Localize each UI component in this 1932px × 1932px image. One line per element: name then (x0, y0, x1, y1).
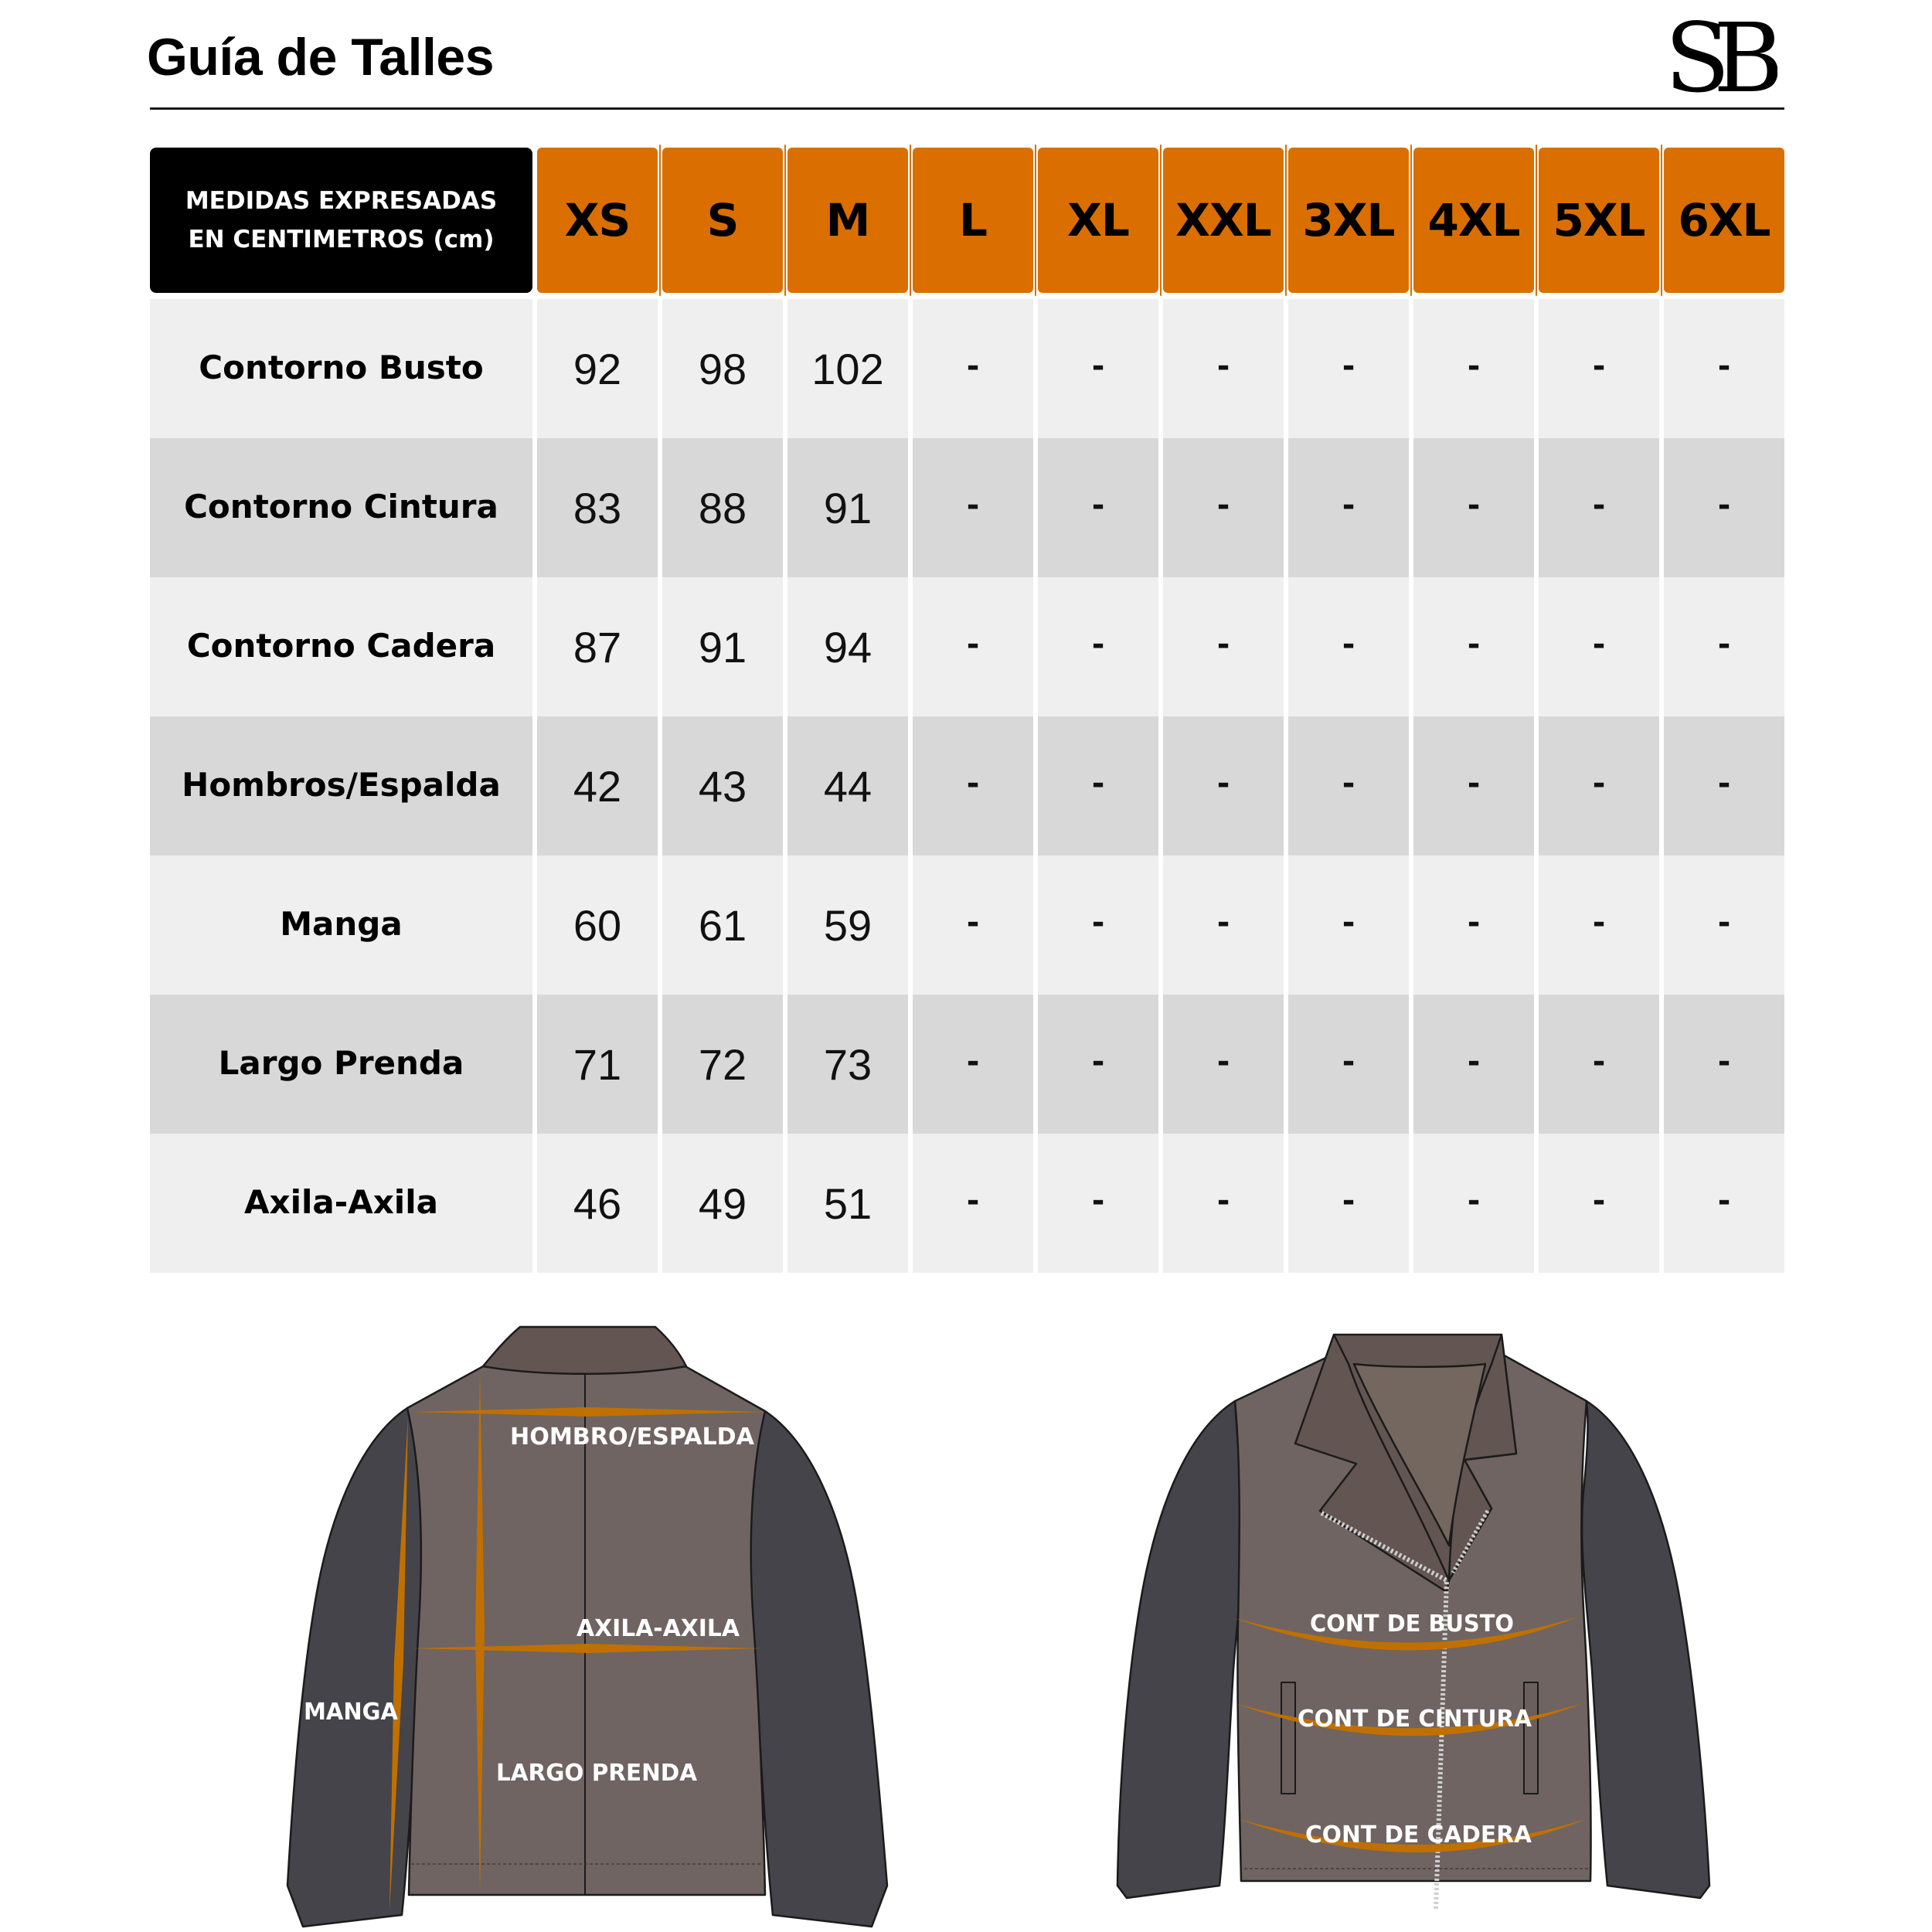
table-cell-m: 44 (787, 716, 908, 855)
table-cell-l: - (913, 995, 1033, 1134)
table-cell-m: 91 (787, 438, 908, 577)
table-cell-m: 51 (787, 1134, 908, 1273)
table-cell-xl: - (1038, 438, 1158, 577)
table-cell-xxl: - (1163, 438, 1284, 577)
size-header-3xl: 3XL (1288, 148, 1409, 293)
label-cont-busto: CONT DE BUSTO (1310, 1611, 1514, 1638)
table-cell-s: 49 (662, 1134, 783, 1273)
label-cont-cintura: CONT DE CINTURA (1298, 1706, 1532, 1733)
table-cell-s: 72 (662, 995, 783, 1134)
table-cell-3xl: - (1288, 716, 1409, 855)
table-cell-xl: - (1038, 716, 1158, 855)
table-cell-xs: 71 (537, 995, 658, 1134)
table-cell-6xl: - (1664, 299, 1784, 438)
table-cell-xxl: - (1163, 1134, 1284, 1273)
size-header-xxl: XXL (1163, 148, 1284, 293)
table-cell-xl: - (1038, 299, 1158, 438)
table-cell-m: 102 (787, 299, 908, 438)
table-cell-xxl: - (1163, 299, 1284, 438)
table-cell-6xl: - (1664, 438, 1784, 577)
table-cell-xl: - (1038, 1134, 1158, 1273)
size-header-5xl: 5XL (1539, 148, 1659, 293)
table-cell-xs: 60 (537, 855, 658, 995)
table-cell-5xl: - (1539, 1134, 1659, 1273)
table-cell-xxl: - (1163, 855, 1284, 995)
table-cell-m: 94 (787, 577, 908, 716)
page-title: Guía de Talles (147, 28, 495, 87)
label-cont-cadera: CONT DE CADERA (1305, 1821, 1532, 1849)
table-cell-6xl: - (1664, 716, 1784, 855)
table-cell-xxl: - (1163, 995, 1284, 1134)
table-cell-xl: - (1038, 855, 1158, 995)
table-cell-xl: - (1038, 995, 1158, 1134)
label-axila-axila: AXILA-AXILA (577, 1615, 740, 1642)
label-manga: MANGA (304, 1699, 399, 1726)
table-cell-6xl: - (1664, 577, 1784, 716)
table-cell-m: 73 (787, 995, 908, 1134)
table-cell-l: - (913, 1134, 1033, 1273)
table-cell-s: 98 (662, 299, 783, 438)
back-right-sleeve (746, 1411, 887, 1927)
size-header-6xl: 6XL (1664, 148, 1784, 293)
table-cell-s: 91 (662, 577, 783, 716)
left-pocket (1281, 1682, 1295, 1794)
row-label: Axila-Axila (150, 1134, 532, 1273)
table-cell-6xl: - (1664, 1134, 1784, 1273)
back-left-sleeve (287, 1408, 429, 1927)
table-cell-s: 43 (662, 716, 783, 855)
front-left-sleeve (1117, 1401, 1243, 1898)
size-header-m: M (787, 148, 908, 293)
table-cell-6xl: - (1664, 995, 1784, 1134)
size-header-s: S (662, 148, 783, 293)
units-header-line-2: EN CENTIMETROS (cm) (188, 226, 495, 253)
label-largo-prenda: LARGO PRENDA (496, 1760, 698, 1787)
table-cell-3xl: - (1288, 299, 1409, 438)
table-cell-xs: 42 (537, 716, 658, 855)
table-cell-l: - (913, 855, 1033, 995)
table-cell-4xl: - (1413, 438, 1534, 577)
size-header-xl: XL (1038, 148, 1158, 293)
right-pocket (1524, 1682, 1538, 1794)
table-cell-xs: 83 (537, 438, 658, 577)
table-cell-xl: - (1038, 577, 1158, 716)
size-header-xs: XS (537, 148, 658, 293)
table-cell-3xl: - (1288, 995, 1409, 1134)
table-cell-5xl: - (1539, 438, 1659, 577)
table-cell-5xl: - (1539, 855, 1659, 995)
table-cell-4xl: - (1413, 299, 1534, 438)
table-cell-l: - (913, 716, 1033, 855)
table-cell-xxl: - (1163, 577, 1284, 716)
row-label: Contorno Cintura (150, 438, 532, 577)
units-header-line-1: MEDIDAS EXPRESADAS (185, 187, 498, 215)
table-cell-4xl: - (1413, 855, 1534, 995)
table-cell-5xl: - (1539, 299, 1659, 438)
table-cell-3xl: - (1288, 1134, 1409, 1273)
table-cell-l: - (913, 438, 1033, 577)
table-cell-s: 88 (662, 438, 783, 577)
row-label: Contorno Cadera (150, 577, 532, 716)
table-cell-4xl: - (1413, 577, 1534, 716)
table-cell-xxl: - (1163, 716, 1284, 855)
table-cell-l: - (913, 299, 1033, 438)
size-header-4xl: 4XL (1413, 148, 1534, 293)
table-cell-s: 61 (662, 855, 783, 995)
table-cell-4xl: - (1413, 716, 1534, 855)
table-cell-4xl: - (1413, 1134, 1534, 1273)
table-cell-6xl: - (1664, 855, 1784, 995)
back-collar (483, 1327, 686, 1374)
table-cell-3xl: - (1288, 438, 1409, 577)
table-cell-5xl: - (1539, 577, 1659, 716)
table-cell-3xl: - (1288, 577, 1409, 716)
brand-logo-monogram: SB (1664, 11, 1767, 104)
row-label: Contorno Busto (150, 299, 532, 438)
table-cell-xs: 92 (537, 299, 658, 438)
front-right-sleeve (1582, 1401, 1709, 1898)
row-label: Manga (150, 855, 532, 995)
label-hombro-espalda: HOMBRO/ESPALDA (510, 1423, 755, 1451)
row-label: Largo Prenda (150, 995, 532, 1134)
table-cell-m: 59 (787, 855, 908, 995)
table-cell-5xl: - (1539, 995, 1659, 1134)
table-cell-l: - (913, 577, 1033, 716)
table-cell-3xl: - (1288, 855, 1409, 995)
size-header-l: L (913, 148, 1033, 293)
table-cell-5xl: - (1539, 716, 1659, 855)
row-label: Hombros/Espalda (150, 716, 532, 855)
table-cell-xs: 46 (537, 1134, 658, 1273)
table-cell-4xl: - (1413, 995, 1534, 1134)
table-cell-xs: 87 (537, 577, 658, 716)
